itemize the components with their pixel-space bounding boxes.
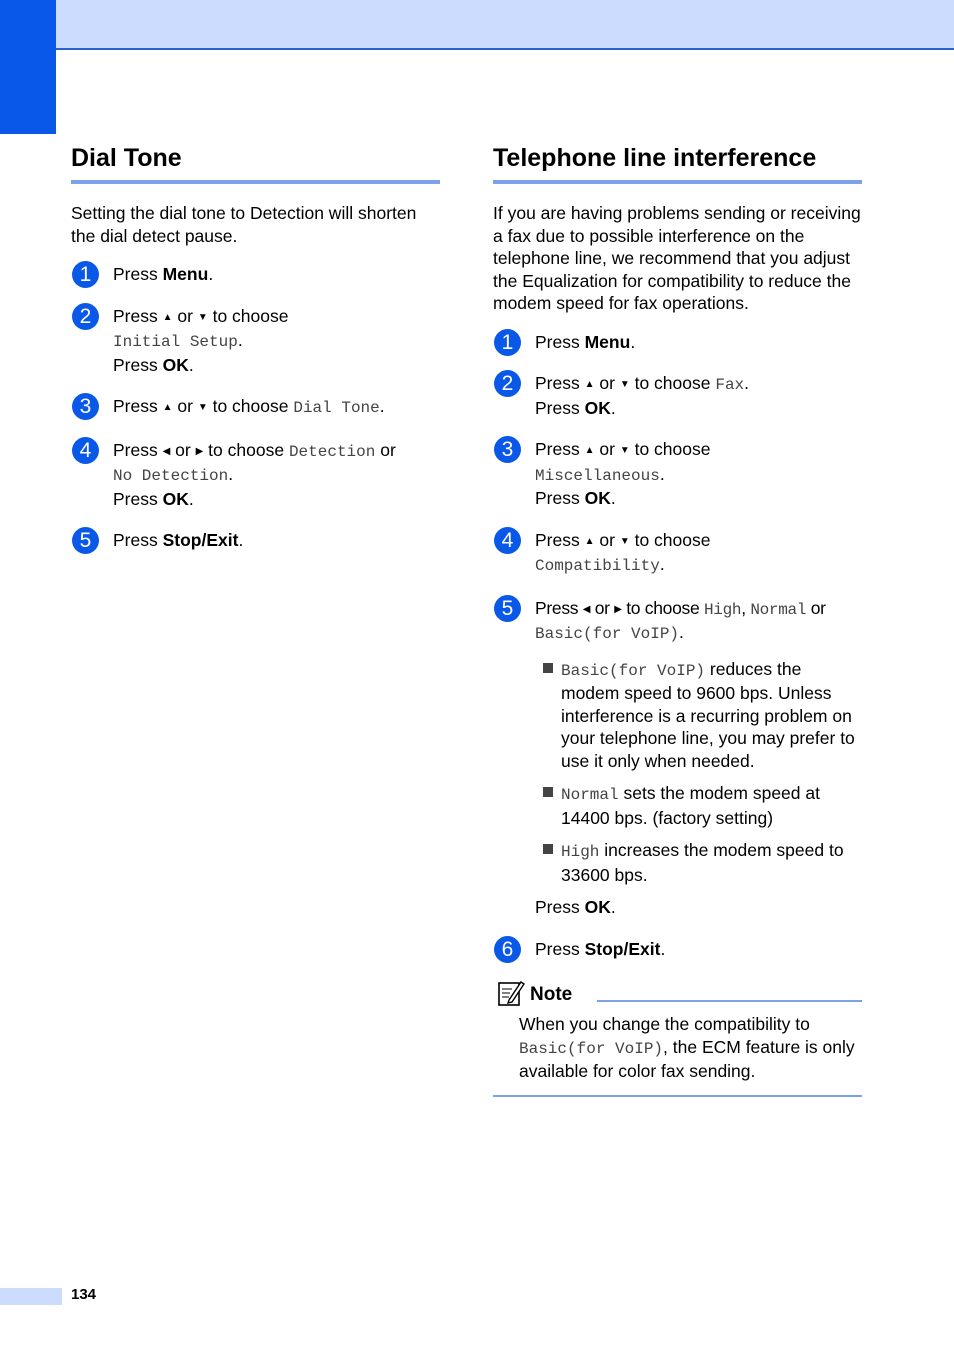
menu-option: Initial Setup	[113, 333, 238, 351]
key-ok: OK	[584, 397, 611, 418]
right-arrow-icon: ▶	[614, 603, 622, 615]
menu-option: Detection	[288, 442, 376, 461]
option-descriptions	[535, 658, 862, 887]
section-dial-tone	[71, 142, 440, 571]
step: 3 Press ▲ or ▼ to choose Miscellaneous. Press OK.	[493, 438, 862, 510]
menu-option: Fax	[715, 376, 745, 394]
key-ok: OK	[162, 488, 189, 509]
header-band	[0, 0, 954, 50]
note-divider	[597, 1000, 862, 1002]
step-number-badge: 3	[494, 436, 521, 463]
key-ok: OK	[584, 897, 611, 917]
section-intro: Setting the dial tone to Detection will shorten the dial detect pause.	[71, 203, 417, 246]
right-arrow-icon: ▶	[195, 445, 204, 457]
step-number-badge: 4	[494, 527, 521, 554]
step: 2 Press ▲ or ▼ to choose Initial Setup. Press OK.	[71, 305, 440, 377]
up-arrow-icon: ▲	[584, 535, 595, 547]
section-telephone-line-interference	[493, 142, 862, 1097]
key-ok: OK	[584, 488, 611, 508]
list-item: High increases the modem speed to 33600 bps.	[535, 839, 862, 886]
menu-option: Dial Tone	[293, 399, 380, 417]
key-menu: Menu	[162, 264, 209, 284]
list-item: Basic(for VoIP) reduces the modem speed to 9600 bps. Unless interference is a recurring problem on your telephone line, you may prefer to use it only when needed.	[535, 658, 862, 773]
down-arrow-icon: ▼	[619, 535, 630, 547]
list-item: Normal sets the modem speed at 14400 bps. (factory setting)	[535, 782, 862, 829]
step: 5 Press ◀ or ▶ to choose High, Normal or Basic(for VoIP). Basic(for VoIP) reduces the modem speed to 9600 bps. Unless interference is a recurring problem on your telephone line, you may prefer to use it only when needed. Normal sets the modem speed at 14400 bps. (factory setting) High increases the modem speed to 33600 bps. Press OK.	[493, 597, 862, 919]
section-title: Dial Tone	[71, 142, 440, 184]
step-number-badge: 5	[494, 595, 521, 622]
up-arrow-icon: ▲	[584, 445, 595, 456]
menu-option: High	[703, 600, 742, 619]
note-text: When you change the compatibility to Basic(for VoIP), the ECM feature is only available for color fax sending.	[519, 1014, 855, 1081]
down-arrow-icon: ▼	[197, 311, 208, 323]
chapter-tab	[0, 0, 56, 134]
step-number-badge: 4	[72, 437, 99, 464]
note-title: Note	[530, 984, 573, 1005]
menu-option: Normal	[750, 600, 807, 619]
square-bullet-icon	[543, 844, 553, 854]
up-arrow-icon: ▲	[162, 311, 173, 323]
step-list	[493, 331, 862, 961]
step: 1 Press Menu.	[71, 263, 440, 286]
square-bullet-icon	[543, 663, 553, 673]
step-number-badge: 5	[72, 527, 99, 554]
step: 4 Press ▲ or ▼ to choose Compatibility.	[493, 529, 862, 578]
key-ok: OK	[162, 354, 189, 375]
key-stop-exit: Stop/Exit	[584, 938, 661, 959]
step: 3 Press ▲ or ▼ to choose Dial Tone.	[71, 395, 440, 420]
step-number-badge: 1	[72, 261, 99, 288]
up-arrow-icon: ▲	[584, 379, 595, 390]
down-arrow-icon: ▼	[619, 445, 630, 456]
menu-option: Miscellaneous	[535, 466, 660, 485]
step: 1 Press Menu.	[493, 331, 862, 354]
menu-option: Basic(for VoIP)	[535, 625, 680, 643]
square-bullet-icon	[543, 787, 553, 797]
step: 5 Press Stop/Exit.	[71, 529, 440, 552]
step-number-badge: 1	[494, 329, 521, 356]
footer-band	[0, 1288, 62, 1305]
menu-option: Compatibility	[535, 557, 660, 575]
section-title: Telephone line interference	[493, 142, 862, 184]
step-number-badge: 3	[72, 393, 99, 420]
step-number-badge: 6	[494, 936, 521, 963]
down-arrow-icon: ▼	[197, 402, 208, 413]
note-bottom-rule	[493, 1095, 862, 1097]
step: 4 Press ◀ or ▶ to choose Detection or No Detection. Press OK.	[71, 439, 440, 511]
left-arrow-icon: ◀	[162, 445, 171, 457]
step-number-badge: 2	[72, 303, 99, 330]
note-box	[493, 979, 862, 1097]
page-number: 134	[71, 1286, 97, 1303]
step: 2 Press ▲ or ▼ to choose Fax. Press OK.	[493, 372, 862, 419]
note-pencil-icon	[497, 979, 525, 1007]
key-stop-exit: Stop/Exit	[162, 530, 239, 550]
left-arrow-icon: ◀	[582, 603, 591, 615]
section-intro: If you are having problems sending or receiving a fax due to possible interference on the telephone line, we recommend that you adjust the Equalization for compatibility to reduce the modem speed for fax operations.	[493, 203, 861, 313]
key-menu: Menu	[584, 331, 631, 352]
menu-option: No Detection	[113, 467, 229, 485]
up-arrow-icon: ▲	[162, 402, 173, 413]
step-number-badge: 2	[494, 370, 521, 397]
step-list	[71, 263, 440, 552]
down-arrow-icon: ▼	[619, 379, 630, 390]
step: 6 Press Stop/Exit.	[493, 938, 862, 961]
